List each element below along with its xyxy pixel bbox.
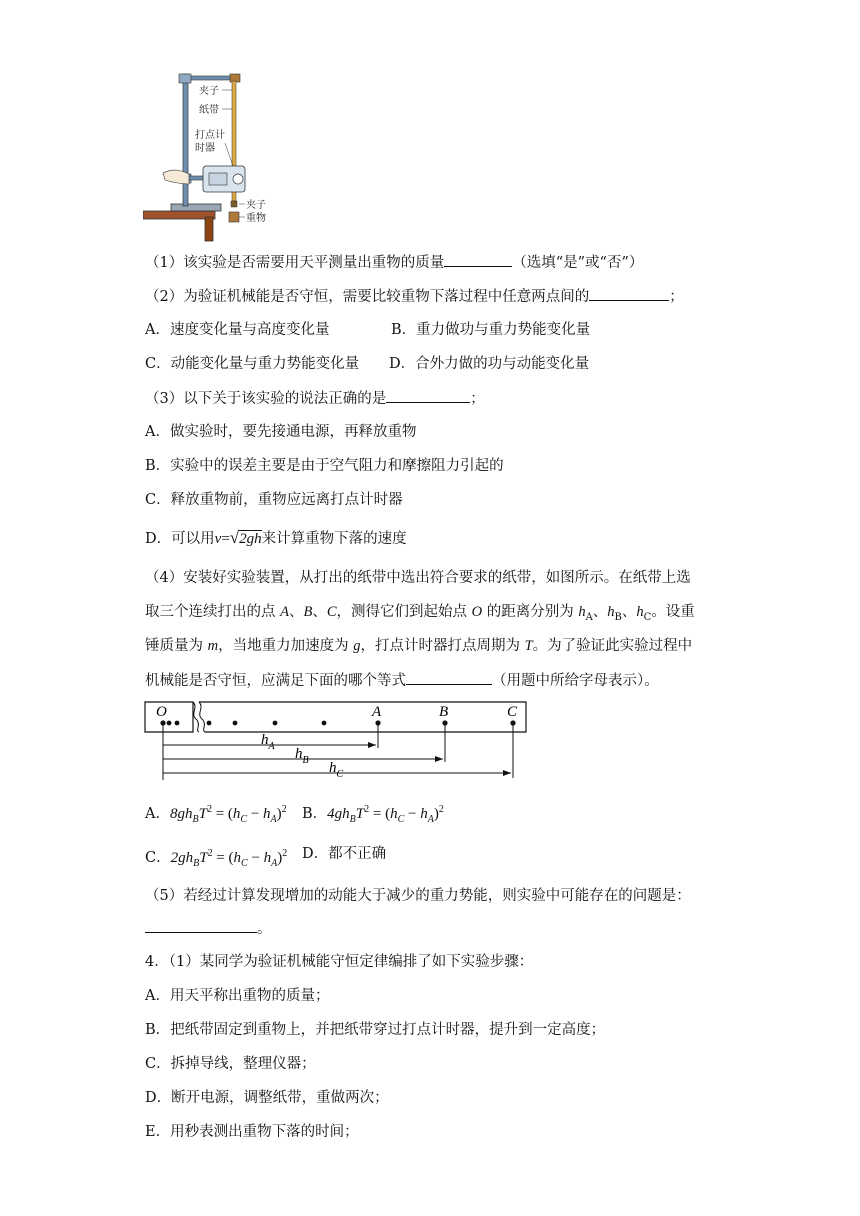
q4-option-b: B．$4gh_BT^2 = (h_C - h_A)^2$ [302, 804, 444, 825]
tape-dot [273, 721, 278, 726]
q3-option-a: A．做实验时，要先接通电源，再释放重物 [145, 424, 417, 440]
label-weight: 重物 [246, 213, 266, 224]
label-timer-1: 打点计 [195, 130, 225, 141]
tape-dot [167, 721, 172, 726]
question-4-line-1: （4）安装好实验装置，从打出的纸带中选出符合要求的纸带，如图所示。在纸带上选 [145, 570, 691, 586]
formula-v-sqrt: v=√2gh [214, 528, 262, 547]
answer-blank-4[interactable] [406, 670, 492, 685]
question-3: （3）以下关于该实验的说法正确的是 ； [145, 388, 485, 409]
answer-blank-3[interactable] [386, 388, 470, 403]
answer-blank-5[interactable] [145, 918, 257, 933]
question-4-line-3: 锤质量为 m，当地重力加速度为 g，打点计时器打点周期为 T。为了验证此实验过程中 [145, 638, 693, 654]
step-e: E．用秒表测出重物下落的时间； [145, 1124, 359, 1140]
question-next-title: 4．（1）某同学为验证机械能守恒定律编排了如下实验步骤： [145, 954, 534, 970]
point-label-b: B [439, 704, 449, 720]
q2-option-b: B．重力做功与重力势能变化量 [391, 322, 591, 338]
tape-dot [322, 721, 327, 726]
q3-option-d: D．可以用v=√2gh来计算重物下落的速度 [145, 528, 407, 547]
q2-option-d: D．合外力做的功与动能变化量 [389, 356, 590, 372]
label-clip-bottom: 夹子 [246, 200, 266, 211]
q3-option-c: C．释放重物前，重物应远离打点计时器 [145, 492, 403, 508]
question-4-line-2: 取三个连续打出的点 A、B、C，测得它们到起始点 O 的距离分别为 $h_A$、$h_B$、$h_C$。设重 [145, 604, 695, 623]
q4-option-d: D．都不正确 [302, 846, 387, 862]
tape-dot [207, 721, 212, 726]
label-clip-top: 夹子 [199, 86, 219, 97]
step-b: B．把纸带固定到重物上，并把纸带穿过打点计时器，提升到一定高度； [145, 1022, 606, 1038]
point-label-c: C [507, 704, 518, 720]
step-c: C．拆掉导线，整理仪器； [145, 1056, 316, 1072]
q4-option-c: C．$2gh_BT^2 = (h_C - h_A)^2$ [145, 848, 288, 869]
label-paper-tape: 纸带 [199, 105, 219, 116]
question-1: （1）该实验是否需要用天平测量出重物的质量 （选填“是”或“否”） [145, 252, 643, 273]
tape-dot [175, 721, 180, 726]
label-timer-2: 时器 [195, 143, 215, 154]
answer-blank-1[interactable] [444, 252, 512, 267]
q3-option-b: B．实验中的误差主要是由于空气阻力和摩擦阻力引起的 [145, 458, 504, 474]
q2-option-c: C．动能变化量与重力势能变化量 [145, 356, 360, 372]
question-4-line-4: 机械能是否守恒，应满足下面的哪个等式 （用题中所给字母表示）。 [145, 670, 659, 691]
paper-tape-diagram [143, 700, 533, 785]
tape-dot [233, 721, 238, 726]
dim-label-ha: $h_A$ [261, 732, 275, 752]
question-2: （2）为验证机械能是否守恒，需要比较重物下落过程中任意两点间的 ； [145, 286, 684, 307]
apparatus-figure [143, 66, 273, 244]
question-5-answer: 。 [145, 918, 272, 939]
step-d: D．断开电源，调整纸带，重做两次； [145, 1090, 389, 1106]
step-a: A．用天平称出重物的质量； [145, 988, 330, 1004]
dim-label-hb: $h_B$ [295, 746, 309, 766]
q2-option-a: A．速度变化量与高度变化量 [145, 322, 330, 338]
point-label-a: A [372, 704, 382, 720]
dim-label-hc: $h_C$ [329, 760, 344, 780]
q4-option-a: A．$8gh_BT^2 = (h_C - h_A)^2$ [145, 804, 287, 825]
point-label-o: O [156, 704, 167, 720]
answer-blank-2[interactable] [589, 286, 669, 301]
question-5: （5）若经过计算发现增加的动能大于减少的重力势能，则实验中可能存在的问题是： [145, 888, 691, 904]
